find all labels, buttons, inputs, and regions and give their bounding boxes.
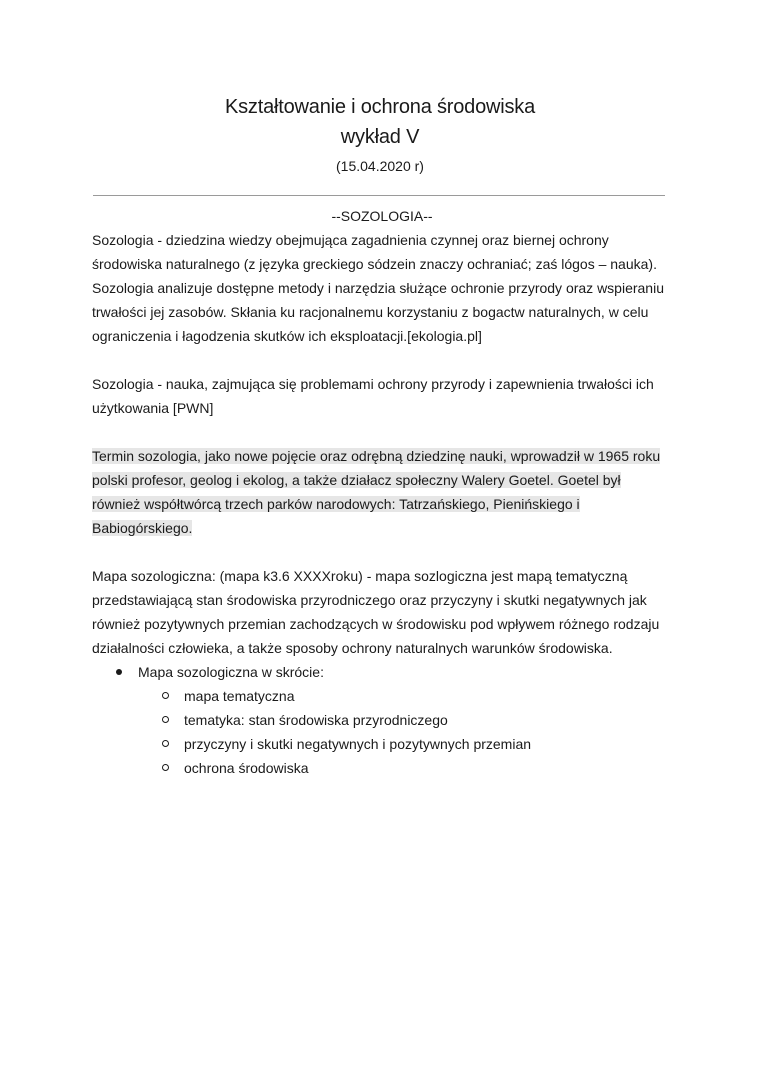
paragraph-definition-ekologia: Sozologia - dziedzina wiedzy obejmująca zagadnienia czynnej oraz biernej ochrony środowiska naturalnego (z języka greckiego sódzein znaczy ochraniać; zaś lógos – nauka). Sozologia analizuje dostępne metody i narzędzia służące ochronie przyrody oraz wspieraniu trwałości jej zasobów. Skłania ku racjonalnemu korzystaniu z bogactw naturalnych, w celu ograniczenia i łagodzenia skutków ich eksploatacji.[ekologia.pl] [92,232,664,344]
title-block [0,92,760,178]
sub-list-item: mapa tematyczna [162,684,672,708]
sub-list-item: przyczyny i skutki negatywnych i pozytywnych przemian [162,732,672,756]
horizontal-divider [93,195,665,196]
lecture-date: (15.04.2020 r) [336,158,424,174]
paragraph-definition-pwn: Sozologia - nauka, zajmująca się problemami ochrony przyrody i zapewnienia trwałości ich użytkowania [PWN] [92,376,654,416]
section-heading: --SOZOLOGIA-- [331,208,433,224]
paragraph-gap [92,540,672,564]
document-title: Kształtowanie i ochrona środowiska [224,96,536,118]
sub-list-item: tematyka: stan środowiska przyrodniczego [162,708,672,732]
paragraph-gap [92,420,672,444]
sub-list-item: ochrona środowiska [162,756,672,780]
highlighted-text: Termin sozologia, jako nowe pojęcie oraz odrębną dziedzinę nauki, wprowadził w 1965 roku polski profesor, geolog i ekolog, a także działacz społeczny Walery Goetel. Goetel był również współtwórcą trzech parków narodowych: Tatrzańskiego, Pienińskiego i Babiogórskiego. [92,448,661,536]
document-body [92,204,672,780]
bullet-list [92,660,672,780]
list-item-label: Mapa sozologiczna w skrócie: [138,664,324,680]
paragraph-history [92,444,672,540]
paragraph-map-definition: Mapa sozologiczna: (mapa k3.6 XXXXroku) - mapa sozlogiczna jest mapą tematyczną przedstawiającą stan środowiska przyrodniczego oraz przyczyny i skutki negatywnych jak również pozytywnych przemian zachodzących w środowisku pod wpływem różnego rodzaju działalności człowieka, a także sposoby ochrony naturalnych warunków środowiska. [92,568,660,656]
sub-bullet-list [138,684,672,780]
list-item [116,660,672,780]
paragraph-gap [92,348,672,372]
lecture-number: wykład V [340,126,420,148]
